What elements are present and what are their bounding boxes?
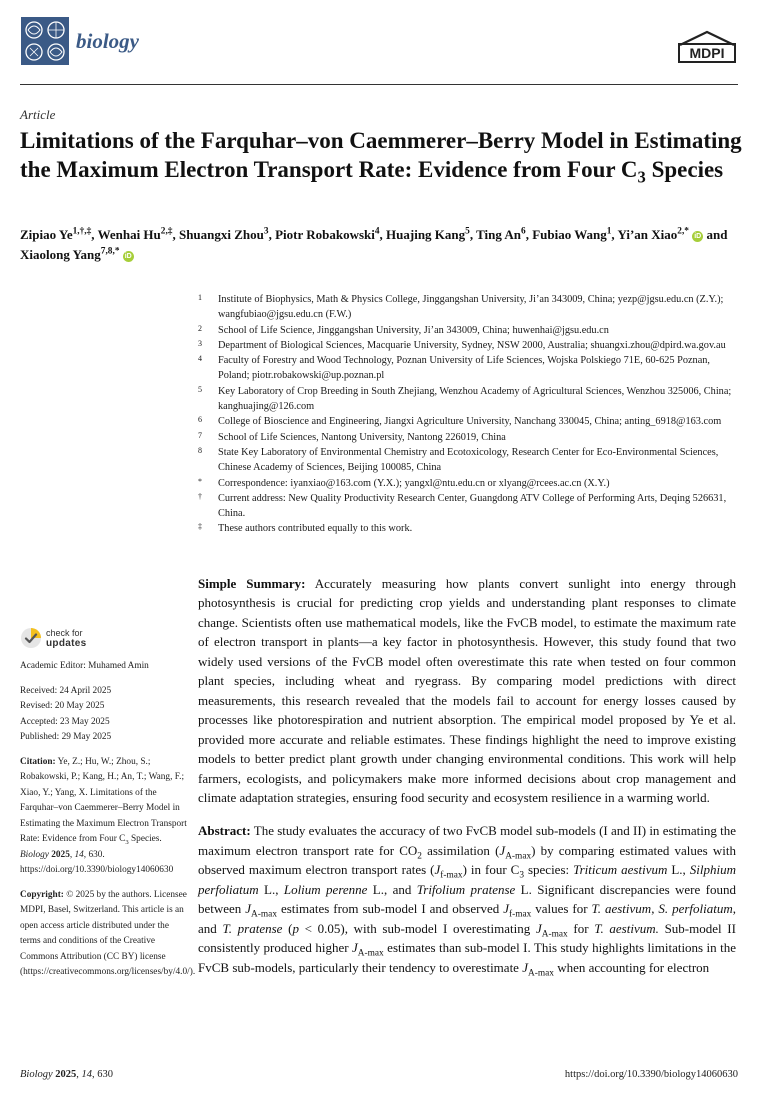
affiliation-item: 7 School of Life Sciences, Nantong University, Nantong 226019, China (198, 430, 506, 443)
check-updates-icon (20, 627, 42, 649)
affiliation-item: 8 State Key Laboratory of Environmental Chemistry and Ecotoxicology, Research Center for Eco-Environmental Sciences, Chinese Academy of Sciences, Beijing 100085, China (198, 445, 719, 474)
header-divider (20, 84, 738, 85)
affiliation-item: 1 Institute of Biophysics, Math & Physics College, Jinggangshan University, Ji’an 343009, China; yezp@jgsu.edu.cn (Z.Y.); wangfubiao@jgsu.edu.cn (F.W.) (198, 293, 724, 321)
journal-logo (20, 16, 70, 66)
copyright-block: Copyright: © 2025 by the authors. Licensee MDPI, Basel, Switzerland. This article is an open access article distributed under the terms and conditions of the Creative Commons Attribution (CC BY) license (https://creativecommons.org/licenses/by/4.0/). (20, 889, 196, 977)
footer-doi-link[interactable]: https://doi.org/10.3390/biology14060630 (564, 1069, 738, 1080)
author[interactable]: Shuangxi Zhou$^3$ (178, 226, 269, 242)
citation-block: Citation: Ye, Z.; Hu, W.; Zhou, S.; Robakowski, P.; Kang, H.; An, T.; Wang, F.; Xiao, Y.; Yang, X. Limitations of the Farquhar–von Caemmerer–Berry Model in Estimating the Maximum Electron Transport Rate: Evidence from Four $C_3$ Species. Biology 2025, 14, 630. https://doi.org/10.3390/biology14060630 (20, 756, 187, 875)
check-for-updates-badge[interactable] (20, 626, 120, 652)
footer-citation: Biology 2025, 14, 630 (20, 1069, 114, 1080)
author[interactable]: Wenhai $Hu^{2,\ddagger}$ (97, 226, 173, 242)
author[interactable]: Piotr Robakowski$^4$ (275, 226, 380, 242)
main-text (198, 574, 736, 991)
affiliation-item: 4 Faculty of Forestry and Wood Technology, Poznan University of Life Sciences, Wojska Polskiego 71E, 60-625 Poznan, Poland; piotr.robakowski@up.poznan.pl (198, 354, 710, 382)
simple-summary: Simple Summary: Accurately measuring how plants convert sunlight into energy through photosynthesis is crucial for predicting crop yields and understanding plant responses to climate change. Scientists often use mathematical models, like the FvCB model, to estimate the maximum rate of electron transport in plants—a key factor in photosynthesis. However, this study found that two widely used versions of the FvCB model often overestimate this rate when tested on four common plant species, including wheat and ryegrass. By comparing model predictions with direct measurements, this research revealed that the models fail to account for energy losses caused by processes like photorespiration and nutrient absorption. The empirical model proposed by Ye et al. provided more accurate and reliable estimates. These findings highlight the need to improve existing models to better predict plant growth under changing environmental conditions. This work will help farmers, ecologists, and policymakers make more informed decisions about crop management and climate adaptation strategies, ensuring food security and ecosystem resilience in a warming world. (198, 576, 736, 805)
check-updates-label: check for updates (46, 628, 87, 649)
equal-contribution-note: ‡ These authors contributed equally to this work. (198, 522, 413, 535)
article-info-sidebar (20, 659, 196, 990)
author[interactable]: Ting An$^6$ (476, 226, 526, 242)
citation-doi-link[interactable]: , 630. https://doi.org/10.3390/biology14060630 (20, 849, 174, 875)
author[interactable]: Fubiao Wang$^1$ (532, 226, 612, 242)
orcid-icon[interactable]: iD (694, 233, 702, 240)
orcid-icon[interactable]: iD (124, 253, 132, 260)
mdpi-logo (676, 29, 738, 63)
author-list: Zipiao $Ye^{1,\dagger,\ddagger}$, Wenhai $Hu^{2,\ddagger}$, Shuangxi Zhou$^3$, Piotr Robakowski$^4$, Huajing Kang$^5$, Ting An$^6$, Fubiao Wang$^1$, Yi’an Xiao$^{2,*}$ iD and Xiaolong Yang$^{7,8,*}$ iD (20, 226, 728, 262)
author[interactable]: Zipiao $Ye^{1,\dagger,\ddagger}$ (20, 226, 92, 242)
article-title: Limitations of the Farquhar–von Caemmerer–Berry Model in Estimating the Maximum Electron Transport Rate: Evidence from Four $C_3$ Species (20, 128, 742, 187)
author[interactable]: Xiaolong Yang$^{7,8,*}$ (20, 246, 120, 262)
abstract: Abstract: The study evaluates the accuracy of two FvCB model sub-models (I and II) in estimating the maximum electron transport rate for $CO_2$ assimilation $(J_{A-max})$ by comparing estimated values with observed maximum electron transport rates $(J_{f-max})$ in four $C_3$ species: Triticum aestivum L., Silphium perfoliatum L., Lolium perenne L., and Trifolium pratense L. Significant discrepancies were found between $J_{A-max}$ estimates from sub-model I and observed $J_{f-max}$ values for T. aestivum, S. perfoliatum, and T. pratense (p < 0.05), with sub-model I overestimating $J_{A-max}$ for T. aestivum. Sub-model II consistently produced higher $J_{A-max}$ estimates than sub-model I. This study highlights limitations in the FvCB sub-models, particularly their tendency to overestimate $J_{A-max}$ when accounting for electron (198, 823, 737, 979)
correspondence-note: * Correspondence: iyanxiao@163.com (Y.X.); yangxl@ntu.edu.cn or xlyang@rcees.ac.cn (X.Y.) (198, 476, 610, 489)
author[interactable]: Huajing Kang$^5$ (386, 226, 470, 242)
received-date: Received: 24 April 2025 (20, 685, 112, 696)
author[interactable]: Yi’an Xiao$^{2,*}$ (617, 226, 689, 242)
mdpi-logo-text: MDPI (689, 45, 725, 61)
academic-editor: Academic Editor: Muhamed Amin (20, 661, 149, 671)
affiliation-item: 2 School of Life Science, Jinggangshan University, Ji’an 343009, China; huwenhai@jgsu.edu.cn (198, 323, 609, 336)
affiliation-item: 6 College of Bioscience and Engineering, Jiangxi Agriculture University, Nanchang 330045, China; anting_6918@163.com (198, 415, 722, 428)
published-date: Published: 29 May 2025 (20, 732, 112, 742)
journal-name: biology (76, 29, 139, 53)
affiliation-item: 5 Key Laboratory of Crop Breeding in South Zhejiang, Wenzhou Academy of Agricultural Sciences, Wenzhou 325006, China; kanghuajing@126.com (198, 384, 732, 413)
current-address-note: † Current address: New Quality Productivity Research Center, Guangdong ATV College of Performing Arts, Deqing 526631, China. (198, 491, 727, 520)
revised-date: Revised: 20 May 2025 (20, 701, 105, 711)
affiliation-item: 3 Department of Biological Sciences, Macquarie University, Sydney, NSW 2000, Australia; shuangxi.zhou@dpird.wa.gov.au (198, 338, 726, 351)
accepted-date: Accepted: 23 May 2025 (20, 716, 110, 727)
article-type: Article (20, 107, 56, 122)
affiliations-list (198, 292, 743, 537)
